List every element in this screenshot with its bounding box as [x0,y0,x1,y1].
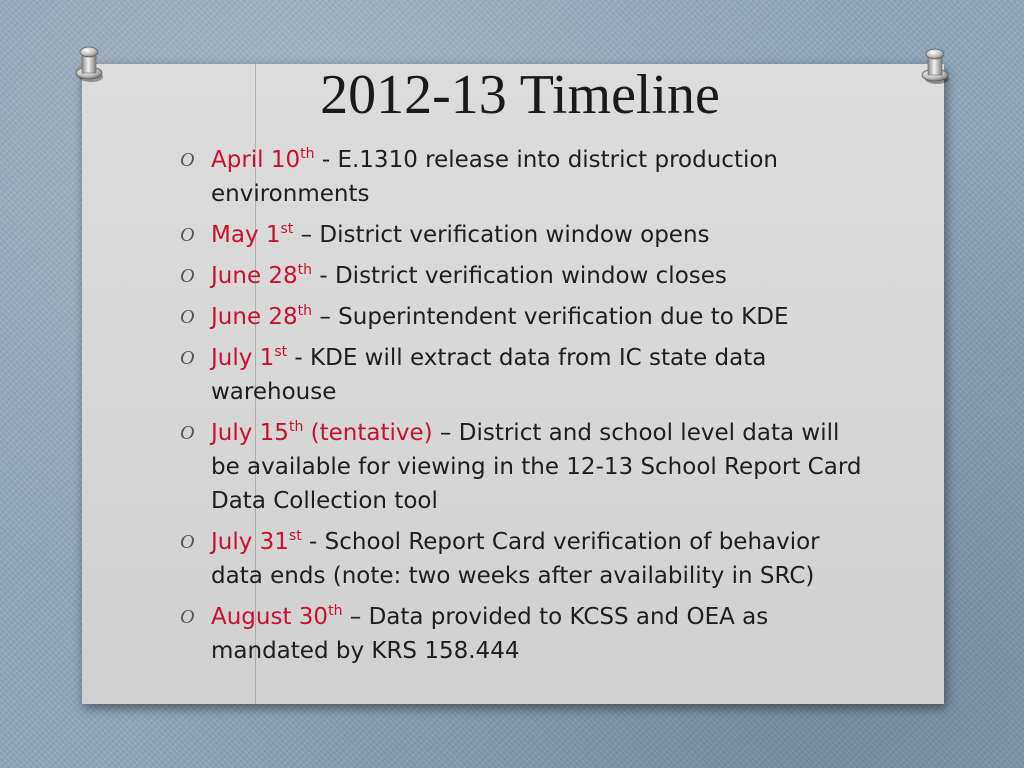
date-ordinal: th [328,603,343,619]
timeline-date: July 31 [211,529,289,555]
timeline-date: July 1 [211,345,275,371]
list-item [180,525,870,593]
timeline-text: – District and school level data will be available for viewing in the 12-13 School Report Card Data Collection tool [211,420,862,514]
date-ordinal: st [274,344,288,360]
list-item [180,416,870,518]
timeline-date: June 28 [211,263,298,289]
circle-o-bullet-icon: O [180,265,195,287]
timeline-date: April 10 [211,147,301,173]
list-item [180,341,870,409]
date-suffix: (tentative) [303,420,433,446]
list-item [180,300,870,334]
slide-title: 2012-13 Timeline [320,64,720,126]
circle-o-bullet-icon: O [180,531,195,553]
timeline-text: - District verification window closes [312,263,727,289]
date-ordinal: st [280,221,294,237]
date-ordinal: th [297,303,313,319]
circle-o-bullet-icon: O [180,347,195,369]
timeline-text: – Data provided to KCSS and OEA as mandated by KRS 158.444 [211,604,769,664]
timeline-date: July 15 [211,420,289,446]
list-item [180,600,870,668]
date-ordinal: th [297,262,313,278]
list-item [180,218,870,252]
timeline-date: August 30 [211,604,329,630]
date-ordinal: th [288,419,304,435]
timeline-list [180,143,870,675]
list-item [180,259,870,293]
date-ordinal: th [300,146,315,162]
timeline-date: May 1 [211,222,281,248]
timeline-text: - E.1310 release into district production environments [211,147,779,207]
date-ordinal: st [288,528,302,544]
list-item [180,143,870,211]
pushpin-icon [70,40,108,84]
pushpin-icon [916,42,954,86]
timeline-text: - School Report Card verification of behavior data ends (note: two weeks after availability in SRC) [211,529,820,589]
circle-o-bullet-icon: O [180,306,195,328]
circle-o-bullet-icon: O [180,224,195,246]
timeline-date: June 28 [211,304,298,330]
circle-o-bullet-icon: O [180,149,195,171]
timeline-text: – Superintendent verification due to KDE [312,304,789,330]
timeline-text: - KDE will extract data from IC state data warehouse [211,345,767,405]
timeline-text: – District verification window opens [293,222,710,248]
circle-o-bullet-icon: O [180,422,195,444]
circle-o-bullet-icon: O [180,606,195,628]
